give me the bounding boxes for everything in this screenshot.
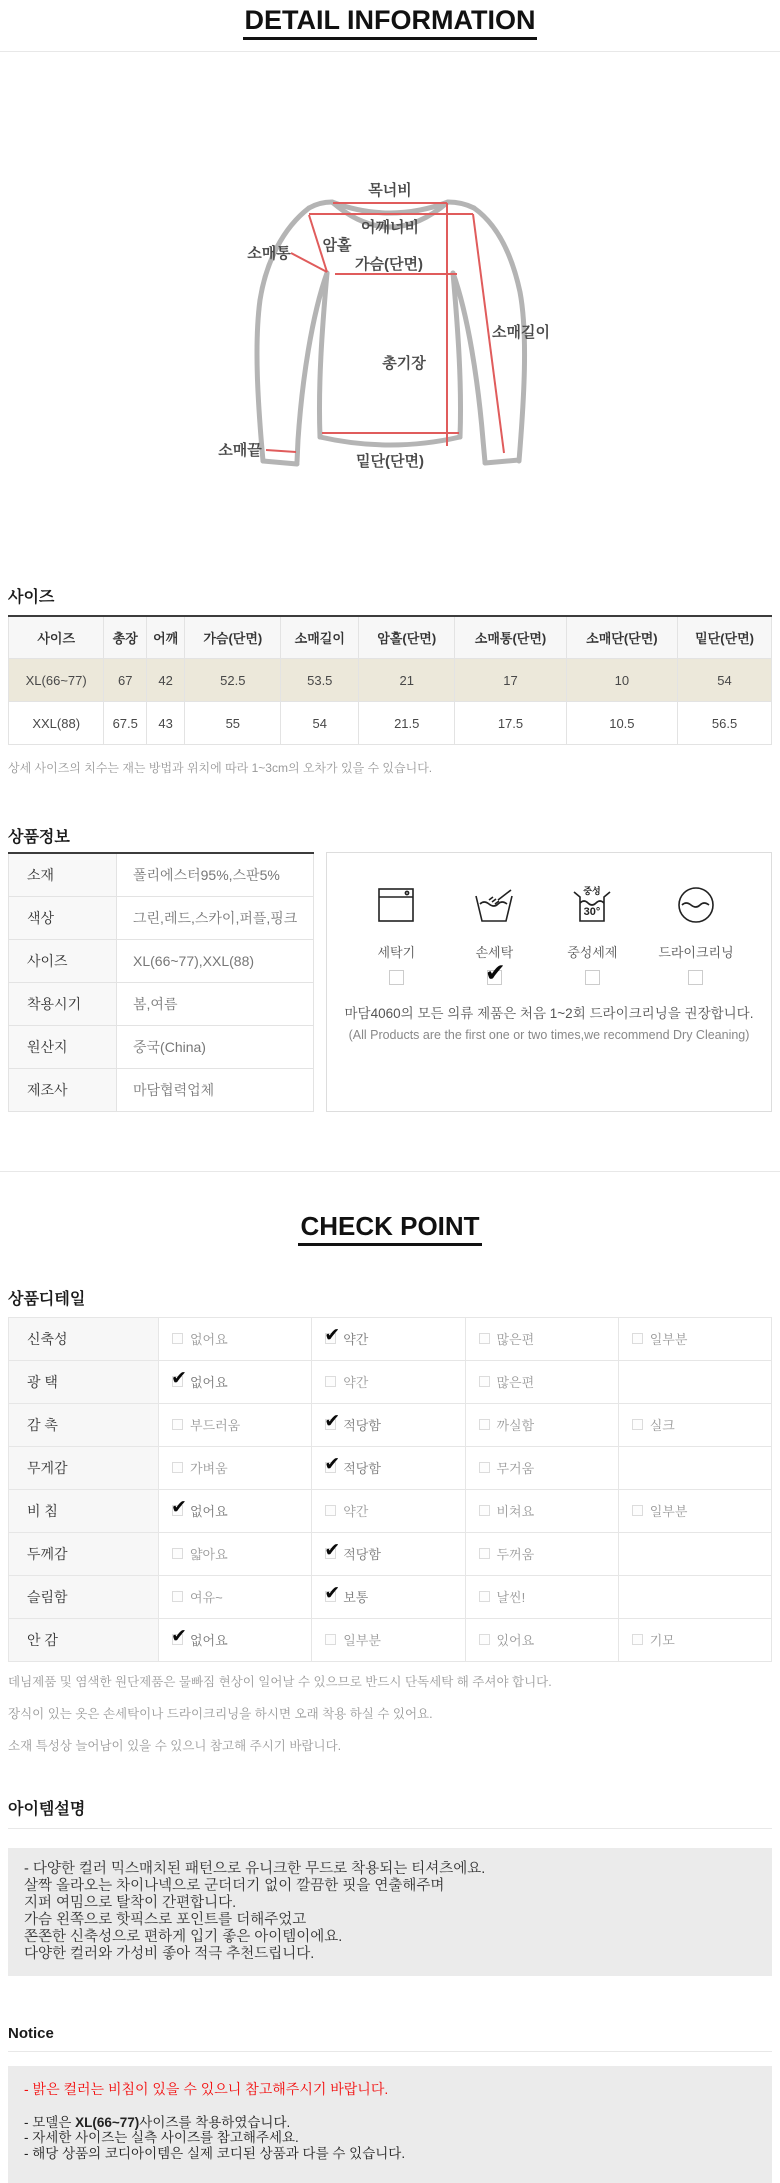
dry-cleaning-icon [674,883,718,927]
care-items [364,883,733,985]
detail-option-label: 얇아요 [190,1547,228,1563]
care-instructions-box [326,852,772,1112]
text-line: - 해당 상품의 코디아이템은 실제 코디된 상품과 다를 수 있습니다. [24,2145,406,2161]
detail-option-label: 적당함 [343,1547,381,1563]
detail-option-label: 두꺼움 [496,1547,535,1563]
size-column-header: 소매통(단면) [455,616,566,659]
detail-option-label: 까실함 [496,1418,535,1434]
checkbox-icon [479,1376,490,1387]
detail-table-row: 두께감 얇아요 ✔ 적당함 두꺼움 [9,1532,772,1575]
notice-heading: Notice [8,2024,54,2042]
notice-model-line: - 모델은 XL(66~77)사이즈를 착용하였습니다. [24,2114,291,2130]
care-note-english: (All Products are the first one or two times,we recommend Dry Cleaning) [348,1028,750,1043]
notice-lines [24,2130,756,2161]
detail-option [479,1501,535,1520]
checkbox-icon [632,1634,643,1645]
detail-option-label: 날씬! [496,1590,526,1606]
checkbox-icon [479,1333,490,1344]
product-detail-table [8,1317,772,1662]
detail-option [479,1544,535,1563]
product-detail-section [0,1290,780,1762]
text-line: 쫀쫀한 신축성으로 편하게 입기 좋은 아이템이에요. [24,1928,343,1945]
checkbox-icon [325,1634,336,1645]
text-line: - 자세한 사이즈는 실측 사이즈를 참고해주세요. [24,2130,299,2146]
detail-option [325,1415,381,1434]
size-column-header: 사이즈 [9,616,104,659]
detail-option [172,1630,228,1649]
detail-option [325,1587,368,1606]
checkbox-icon [172,1419,183,1430]
checkpoint-title-block [0,1212,780,1246]
checkbox-icon [632,1505,643,1516]
checkbox-icon [325,1591,336,1602]
diagram-label-neck: 목너비 [368,182,412,200]
notice-box [8,2066,772,2183]
detail-table-row: 감 촉 부드러움 ✔ 적당함 까실함 실크 [9,1403,772,1446]
checkbox-icon [325,1462,336,1473]
title-divider [0,51,780,52]
detail-option [479,1587,526,1606]
detail-table-body [9,1317,772,1661]
checkbox-icon [479,1634,490,1645]
checkbox-icon [172,1634,183,1645]
checkpoint-title: CHECK POINT [298,1212,481,1246]
svg-text:30°: 30° [583,906,601,919]
info-table-row: 착용시기 봄,여름 [9,983,314,1026]
section-divider [0,1171,780,1172]
size-column-header: 밑단(단면) [678,616,772,659]
diagram-label-sleeve-length: 소매길이 [492,324,550,342]
text-line: - 다양한 컬러 믹스매치된 패턴으로 유니크한 무드로 착용되는 티셔츠에요. [24,1860,486,1877]
svg-text:중성: 중성 [583,886,602,897]
checkbox-icon [479,1419,490,1430]
item-heading-divider [8,1828,772,1829]
detail-option-label: 없어요 [190,1332,228,1348]
item-description-section [0,1800,780,1976]
detail-option-label: 많은편 [496,1375,535,1391]
detail-option-label: 무거움 [496,1461,535,1477]
detail-option-label: 일부분 [649,1332,688,1348]
detail-option-label: 없어요 [190,1633,228,1649]
size-column-header: 총장 [104,616,147,659]
checkbox-icon [688,970,703,985]
diagram-label-hem: 밑단(단면) [356,453,424,471]
detail-title-block [0,0,780,40]
neutral-detergent-icon [570,883,614,927]
detail-option-label: 적당함 [343,1418,381,1434]
checkbox-icon [172,1548,183,1559]
hand-wash-icon [471,883,517,927]
checkbox-icon [585,970,600,985]
text-line: 다양한 컬러와 가성비 좋아 적극 추천드립니다. [24,1945,315,1962]
detail-option-label: 보통 [343,1590,369,1606]
info-table-row: 사이즈 XL(66~77),XXL(88) [9,940,314,983]
detail-table-row: 안 감 ✔ 없어요 일부분 있어요 기모 [9,1618,772,1661]
detail-option-label: 약간 [343,1375,369,1391]
checkbox-icon [172,1462,183,1473]
text-line: 소재 특성상 늘어남이 있을 수 있으니 참고해 주시기 바랍니다. [8,1738,342,1753]
checkbox-icon [325,1419,336,1430]
detail-option [325,1372,368,1391]
detail-option [172,1501,228,1520]
checkbox-icon [325,1333,336,1344]
size-heading: 사이즈 [8,589,55,607]
detail-option-label: 가벼움 [190,1461,228,1477]
care-item-hand-wash [462,883,526,985]
care-note-korean: 마담4060의 모든 의류 제품은 처음 1~2회 드라이크리닝을 권장합니다. [344,1006,754,1022]
detail-option [632,1415,675,1434]
text-line: 지퍼 여밈으로 탈착이 간편합니다. [24,1894,237,1911]
info-table-row: 색상 그린,레드,스카이,퍼플,핑크 [9,897,314,940]
size-section [0,588,780,776]
diagram-label-sleeve-end: 소매끝 [218,442,262,460]
detail-option-label: 약간 [343,1332,369,1348]
detail-option [172,1544,228,1563]
detail-table-row: 신축성 없어요 ✔ 약간 많은편 일부분 [9,1317,772,1360]
size-note: 상세 사이즈의 치수는 재는 방법과 위치에 따라 1~3cm의 오차가 있을 수 있습니다. [8,761,433,776]
size-table-row: XL(66~77) 67 42 52.5 53.5 21 17 10 54 [9,659,772,702]
text-line: 데님제품 및 염색한 원단제품은 물빠짐 현상이 일어날 수 있으므로 반드시 단독세탁 해 주셔야 합니다. [8,1674,552,1689]
detail-table-row: 무게감 가벼움 ✔ 적당함 무거움 [9,1446,772,1489]
diagram-label-chest: 가슴(단면) [355,256,423,274]
checkbox-icon [479,1548,490,1559]
care-item-dry-cleaning [658,883,733,985]
checkbox-icon [479,1462,490,1473]
detail-option-label: 적당함 [343,1461,381,1477]
detail-option-label: 부드러움 [190,1418,241,1434]
size-column-header: 소매길이 [281,616,359,659]
detail-notes [8,1666,772,1762]
checkbox-icon [632,1333,643,1344]
care-label: 손세탁 [475,945,514,961]
text-line: 장식이 있는 옷은 손세탁이나 드라이크리닝을 하시면 오래 착용 하실 수 있어요. [8,1706,433,1721]
checkbox-icon [389,970,404,985]
checkbox-icon [172,1505,183,1516]
size-column-header: 가슴(단면) [185,616,281,659]
detail-option [632,1329,688,1348]
info-table-body [9,853,314,1112]
info-table-row: 소재 폴리에스터95%,스판5% [9,853,314,897]
diagram-label-sleeve-width: 소매통 [247,245,291,263]
washing-machine-icon [374,883,418,927]
detail-option-label: 약간 [343,1504,369,1520]
model-size-bold: XL(66~77) [75,2114,140,2130]
detail-option [172,1415,240,1434]
notice-warning-text: - 밝은 컬러는 비침이 있을 수 있으니 참고해주시기 바랍니다. [24,2080,389,2097]
size-column-header: 어깨 [147,616,185,659]
care-label: 중성세제 [567,945,618,961]
size-column-header: 암홀(단면) [359,616,455,659]
size-table [8,615,772,745]
detail-option [325,1501,368,1520]
size-table-body [9,659,772,745]
detail-option [172,1372,228,1391]
detail-option [479,1458,535,1477]
checkbox-icon [487,970,502,985]
detail-option [325,1458,381,1477]
checkbox-icon [172,1333,183,1344]
item-description-box [8,1848,772,1976]
diagram-label-armhole: 암홀 [322,237,352,255]
size-table-row: XXL(88) 67.5 43 55 54 21.5 17.5 10.5 56.5 [9,702,772,745]
checkbox-icon [172,1376,183,1387]
detail-option [479,1630,535,1649]
detail-option-label: 일부분 [649,1504,688,1520]
checkbox-icon [172,1591,183,1602]
notice-section [0,2024,780,2183]
detail-option-label: 여유~ [190,1590,223,1606]
shirt-measurement-diagram [0,95,780,525]
detail-option [325,1544,381,1563]
detail-table-row: 광 택 ✔ 없어요 약간 많은편 [9,1360,772,1403]
detail-option-label: 없어요 [190,1504,228,1520]
detail-option-label: 있어요 [496,1633,535,1649]
care-label: 세탁기 [377,945,416,961]
product-info-heading: 상품정보 [8,829,70,847]
detail-option-label: 없어요 [190,1375,228,1391]
checkbox-icon [325,1505,336,1516]
product-info-table [8,852,314,1112]
detail-table-row: 비 침 ✔ 없어요 약간 비쳐요 일부분 [9,1489,772,1532]
care-label: 드라이크리닝 [658,945,734,961]
detail-option [325,1630,381,1649]
text-line: 살짝 올라오는 차이나넥으로 군더더기 없이 깔끔한 핏을 연출해주며 [24,1877,445,1894]
notice-spacer [24,2098,756,2115]
detail-option-label: 많은편 [496,1332,535,1348]
detail-option-label: 일부분 [343,1633,381,1649]
detail-table-row: 슬림함 여유~ ✔ 보통 날씬! [9,1575,772,1618]
checkbox-icon [632,1419,643,1430]
detail-option [632,1501,688,1520]
size-table-head-row [9,616,772,659]
detail-title: DETAIL INFORMATION [243,5,538,40]
checkbox-icon [479,1505,490,1516]
detail-option [172,1329,228,1348]
detail-option [479,1329,535,1348]
product-detail-heading: 상품디테일 [8,1290,86,1308]
shirt-outline-icon [257,202,525,464]
detail-option-label: 비쳐요 [496,1504,535,1520]
detail-option [325,1329,368,1348]
info-table-row: 원산지 중국(China) [9,1026,314,1069]
checkbox-icon [325,1376,336,1387]
care-item-neutral-detergent [560,883,624,985]
detail-option [632,1630,675,1649]
detail-option-label: 실크 [649,1418,675,1434]
care-item-machine-wash [364,883,428,985]
detail-option [172,1587,223,1606]
detail-option [479,1415,535,1434]
info-table-row: 제조사 마담협력업체 [9,1069,314,1112]
detail-option [172,1458,228,1477]
diagram-label-shoulder: 어깨너비 [361,219,419,237]
item-description-heading: 아이템설명 [8,1800,86,1818]
product-info-section [0,828,780,1112]
size-column-header: 소매단(단면) [566,616,677,659]
detail-option [479,1372,535,1391]
checkbox-icon [479,1591,490,1602]
text-line: 가슴 왼쪽으로 핫픽스로 포인트를 더해주었고 [24,1911,307,1928]
detail-option-label: 기모 [649,1633,675,1649]
notice-heading-divider [8,2051,772,2052]
diagram-label-total-length: 총기장 [382,355,426,373]
checkbox-icon [325,1548,336,1559]
